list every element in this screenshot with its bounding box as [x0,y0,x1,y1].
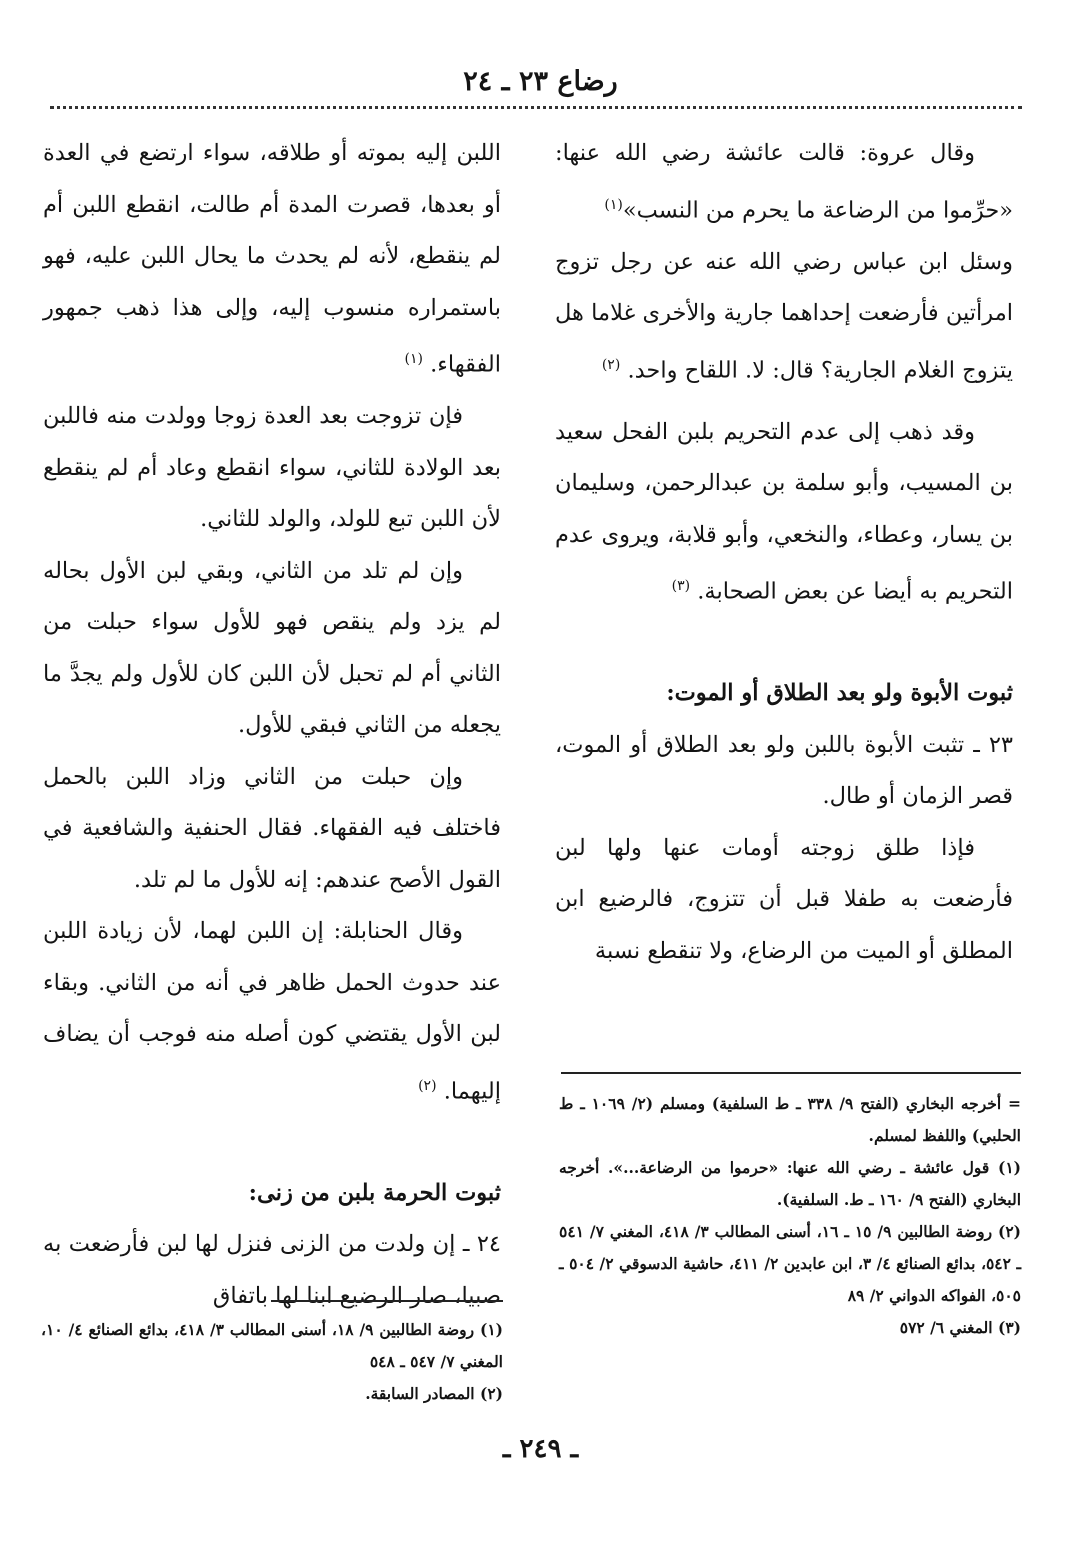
right-column [555,128,1013,977]
paragraph: ٢٣ ـ تثبت الأبوة باللبن ولو بعد الطلاق أو الموت، قصر الزمان أو طال. [555,731,1013,809]
section-heading: ثبوت الحرمة بلبن من زنى: [248,1179,501,1206]
paragraph [555,128,1013,237]
footnote-ref: (٣) [671,578,691,594]
footnote-divider [271,1300,503,1302]
paragraph-text: وسئل ابن عباس رضي الله عنه عن رجل تزوج امرأتين فأرضعت إحداهما جارية والأخرى غلاما هل يتزوج الغلام الجارية؟ قال: لا. اللقاح واحد. [555,248,1013,383]
footnote: (٢) روضة الطالبين ٩/ ١٥ ـ ١٦، أسنى المطالب ٣/ ٤١٨، المغني ٧/ ٥٤١ ـ ٥٤٢، بدائع الصنائع ٤/ ٣، ابن عابدين ٢/ ٤١١، حاشية الدسوقي ٢/ ٥٠٤ ـ ٥٠٥، الفواكه الدواني ٢/ ٨٩ [559,1222,1022,1305]
footnote: = أخرجه البخاري (الفتح ٩/ ٣٣٨ ـ ط السلفية) ومسلم (٢/ ١٠٦٩ ـ ط الحلبي) واللفظ لمسلم. [559,1094,1022,1145]
footnotes-right [559,1088,1021,1344]
left-column [43,128,501,1322]
footnote-divider [561,1072,1021,1074]
paragraph [43,906,501,1118]
footnote-ref: (٢) [418,1077,437,1094]
footnote: (٣) المغني ٦/ ٥٧٢ [899,1318,1021,1337]
footnote: (١) روضة الطالبين ٩/ ١٨، أسنى المطالب ٣/ ٤١٨، بدائع الصنائع ٤/ ١٠، المغني ٧/ ٥٤٧ ـ ٥٤٨ [41,1320,504,1371]
page-number: ـ ٢٤٩ ـ [502,1434,579,1464]
paragraph [555,407,1013,619]
paragraph-text: وقال الحنابلة: إن اللبن لهما، لأن زيادة اللبن عند حدوث الحمل ظاهر في أنه من الثاني. وبقاء لبن الأول يقتضي كون أصله منه فوجب أن يضاف إليهما. [43,918,501,1104]
footnote: (٢) المصادر السابقة. [365,1384,503,1403]
paragraph-text: وقد ذهب إلى عدم التحريم بلبن الفحل سعيد بن المسيب، وأبو سلمة بن عبدالرحمن، وسليمان بن يسار، وعطاء، والنخعي، وأبو قلابة، ويروى عدم التحريم به أيضا عن بعض الصحابة. [555,418,1013,605]
footnote-ref: (٢) [601,356,621,373]
paragraph [43,128,501,391]
paragraph [555,237,1013,397]
paragraph: فإذا طلق زوجته أومات عنها ولها لبن فأرضعت به طفلا قبل أن تتزوج، فالرضيع ابن المطلق أو الميت من الرضاع، ولا تنقطع نسبة [555,834,1013,964]
paragraph: ٢٤ ـ إن ولدت من الزنى فنزل لها لبن فأرضعت به صبيا، صار الرضيع ابنا لها باتفاق [43,1231,501,1309]
running-header: رضاع ٢٣ ـ ٢٤ [463,66,618,97]
paragraph: وإن لم تلد من الثاني، وبقي لبن الأول بحاله لم يزد ولم ينقص فهو للأول سواء حبلت من الثاني أم لم تحبل لأن اللبن كان للأول ولم يجدَّ ما يجعله من الثاني فبقي للأول. [43,557,501,738]
paragraph-text: وقال عروة: قالت عائشة رضي الله عنها: «حرِّموا من الرضاعة ما يحرم من النسب» [555,140,1013,223]
paragraph-text: اللبن إليه بموته أو طلاقه، سواء ارتضع في العدة أو بعدها، قصرت المدة أم طالت، انقطع اللبن أم لم ينقطع، لأنه لم يحدث ما يحال اللبن عليه، فهو باستمراره منسوب إليه، وإلى هذا ذهب جمهور الفقهاء. [43,140,501,378]
footnotes-left [41,1314,503,1410]
header-dotted-divider [50,106,1022,109]
paragraph: وإن حبلت من الثاني وزاد اللبن بالحمل فاختلف فيه الفقهاء. فقال الحنفية والشافعية في القول الأصح عندهم: إنه للأول ما لم تلد. [43,763,501,893]
section-heading: ثبوت الأبوة ولو بعد الطلاق أو الموت: [666,680,1013,706]
footnote-ref: (١) [604,196,623,213]
footnote: (١) قول عائشة ـ رضي الله عنها: «حرموا من الرضاعة...». أخرجه البخاري (الفتح ٩/ ١٦٠ ـ ط. السلفية). [559,1158,1021,1209]
paragraph: فإن تزوجت بعد العدة زوجا وولدت منه فاللبن بعد الولادة للثاني، سواء انقطع وعاد أم لم ينقطع لأن اللبن تبع للولد، والولد للثاني. [43,403,501,532]
footnote-ref: (١) [404,351,423,367]
